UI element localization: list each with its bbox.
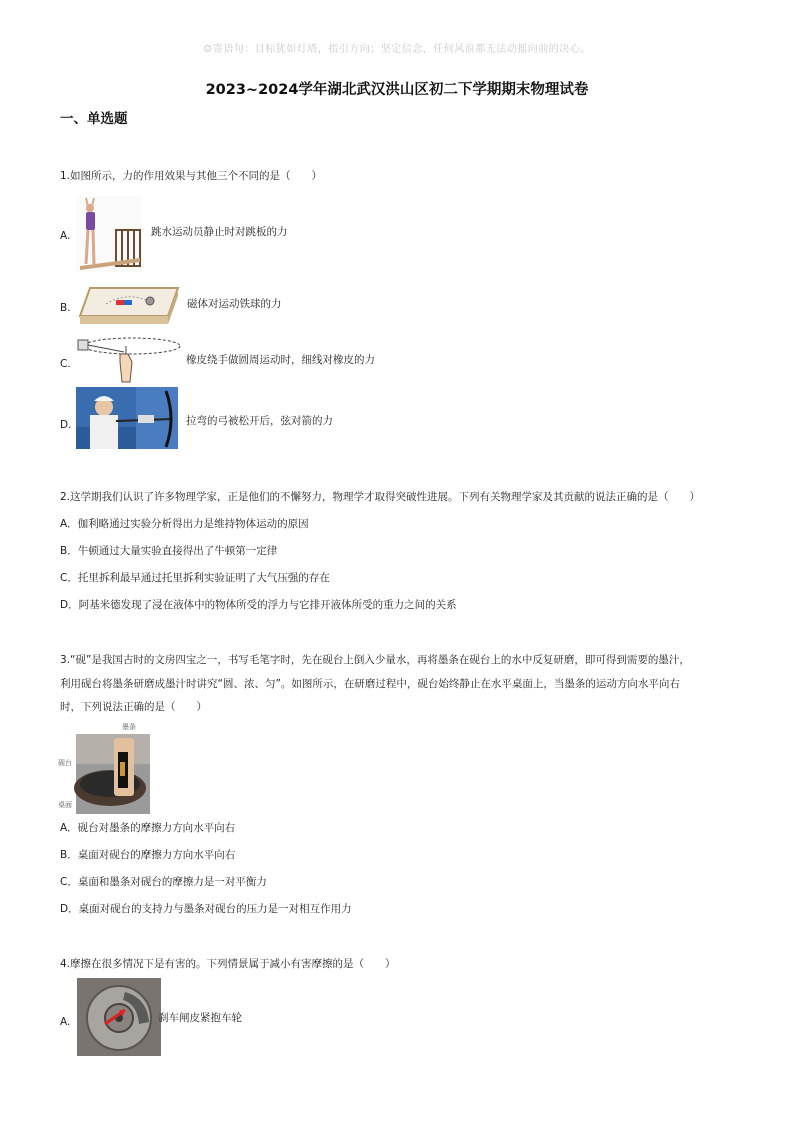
header-motto: ☺寄语句：目标犹如灯塔，指引方向；坚定信念，任何风浪都无法动摇向前的决心。: [203, 44, 591, 55]
diver-on-springboard-image: [76, 196, 142, 272]
q4-option-a: [60, 1010, 70, 1029]
question-1-stem: 1.如图所示，力的作用效果与其他三个不同的是（ ）: [60, 170, 323, 182]
question-4-stem: 4.摩擦在很多情况下是有害的。下列情景属于减小有害摩擦的是（ ）: [60, 958, 396, 970]
q3-option-b: B．桌面对砚台的摩擦力方向水平向右: [60, 849, 236, 861]
page-title: 2023~2024学年湖北武汉洪山区初二下学期期末物理试卷: [205, 82, 589, 98]
q3-stem-line-2: 利用砚台将墨条研磨成墨汁时讲究“圆、浓、匀”。如图所示，在研磨过程中，砚台始终静止在水平桌面上，当墨条的运动方向水平向右: [60, 677, 680, 690]
q1-option-d-label: D.: [60, 419, 72, 431]
q2-option-a: A．伽利略通过实验分析得出力是维持物体运动的原因: [60, 518, 309, 530]
q1-option-b: [60, 296, 71, 315]
q1-option-a: [60, 224, 70, 243]
q4-option-a-text: 刹车闸皮紧抱车轮: [158, 1012, 242, 1024]
q1-option-d-text: 拉弯的弓被松开后，弦对箭的力: [186, 415, 333, 427]
q2-option-d: D．阿基米德发现了浸在液体中的物体所受的浮力与它排开液体所受的重力之间的关系: [60, 599, 457, 611]
q1-option-b-label: B.: [60, 302, 71, 314]
q3-stem-line-1: 3.“砚”是我国古时的文房四宝之一，书写毛笔字时，先在砚台上倒入少量水，再将墨条在砚台上的水中反复研磨，即可得到需要的墨汁，: [60, 654, 690, 666]
q4-option-a-label: A.: [60, 1016, 71, 1028]
q1-option-c-label: C.: [60, 358, 71, 370]
figure-label-desk: 桌面: [58, 801, 72, 809]
q2-option-c: C．托里拆利最早通过托里拆利实验证明了大气压强的存在: [60, 572, 330, 584]
q3-stem-line-3: 时，下列说法正确的是（ ）: [60, 701, 207, 713]
q1-option-c-text: 橡皮绕手做圆周运动时，细线对橡皮的力: [186, 354, 375, 366]
q1-option-a-text: 跳水运动员静止时对跳板的力: [151, 226, 288, 238]
archer-image: [76, 387, 178, 449]
q1-option-b-text: 磁体对运动铁球的力: [187, 298, 282, 310]
question-3-stem: [60, 649, 736, 720]
q2-option-b: B．牛顿通过大量实验直接得出了牛顿第一定律: [60, 545, 278, 557]
inkstone-image: [58, 722, 154, 814]
q3-figure: [58, 722, 154, 814]
q1-option-c: [60, 352, 71, 371]
brake-disc-image: [77, 978, 161, 1056]
figure-label-ink-stick: 墨条: [122, 723, 136, 731]
q3-option-d: D．桌面对砚台的支持力与墨条对砚台的压力是一对相互作用力: [60, 903, 352, 915]
q1-option-d: [60, 413, 71, 432]
section-heading: 一、单选题: [60, 111, 128, 127]
q3-option-c: C．桌面和墨条对砚台的摩擦力是一对平衡力: [60, 876, 267, 888]
figure-label-inkstone: 砚台: [58, 759, 72, 767]
q1-option-a-label: A.: [60, 230, 71, 242]
question-2-stem: 2.这学期我们认识了许多物理学家，正是他们的不懈努力，物理学才取得突破性进展。下列有关物理学家及其贡献的说法正确的是（ ）: [60, 491, 701, 503]
eraser-circular-motion-image: [72, 332, 184, 386]
magnet-and-ball-image: [76, 282, 180, 330]
q3-option-a: A．砚台对墨条的摩擦力方向水平向右: [60, 822, 236, 834]
